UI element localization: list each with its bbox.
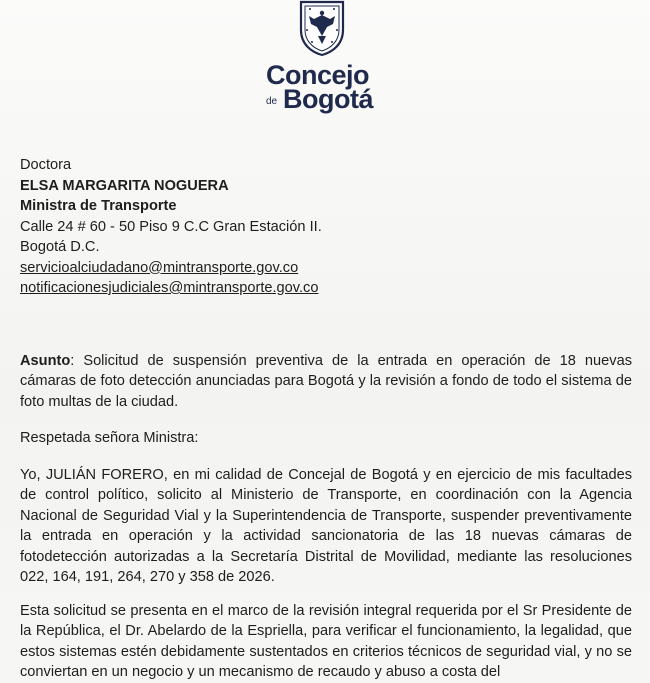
recipient-title: Doctora [20, 157, 72, 173]
greeting: Respetada señora Ministra: [20, 430, 199, 446]
concejo-de-bogota-logo [266, 60, 386, 120]
logo-text-concejo: Concejo [266, 60, 370, 90]
paragraph-context: Esta solicitud se presenta en el marco de la revisión integral requerida por el Sr Presidente de la República, el Dr. Abelardo de la Espriella, para verificar el funcionamiento, la legalidad, que estos sistemas estén debidamente sustentados en criterios técnicos de seguridad vial, y no se conviertan en un negocio y un mecanismo de recaudo y abuso a costa del [20, 602, 632, 680]
recipient-email-service[interactable]: servicioalciudadano@mintransporte.gov.co [20, 259, 299, 276]
recipient-role: Ministra de Transporte [20, 198, 177, 214]
subject-label: Asunto [20, 352, 71, 369]
recipient-city: Bogotá D.C. [20, 239, 100, 255]
recipient-email-judicial[interactable]: notificacionesjudiciales@mintransporte.gov.co [20, 280, 319, 296]
subject-paragraph [20, 351, 632, 413]
logo-text-bogota: Bogotá [283, 84, 373, 114]
paragraph-request: Yo, JULIÁN FORERO, en mi calidad de Concejal de Bogotá y en ejercicio de mis facultades de control político, solicito al Ministerio de Transporte, en coordinación con la Agencia Nacional de Seguridad Vial y la Superintendencia de Transporte, suspender preventivamente la entrada en operación y la actividad sancionatoria de las 18 nuevas cámaras de fotodetección autorizadas a la Secretaría Distrital de Movilidad, mediante las resoluciones 022, 164, 191, 264, 270 y 358 de 2026. [20, 466, 632, 585]
logo-text-de: de [266, 96, 278, 107]
subject-text: : Solicitud de suspensión preventiva de la entrada en operación de 18 nuevas cámaras de foto detección anunciadas para Bogotá y la revisión a fondo de todo el sistema de foto multas de la ciudad. [20, 352, 632, 410]
recipient-name: ELSA MARGARITA NOGUERA [20, 177, 229, 194]
letterhead [0, 0, 650, 125]
bogota-coat-of-arms-icon [297, 0, 347, 56]
letter-body [20, 155, 632, 683]
recipient-address: Calle 24 # 60 - 50 Piso 9 C.C Gran Estación II. [20, 218, 322, 235]
